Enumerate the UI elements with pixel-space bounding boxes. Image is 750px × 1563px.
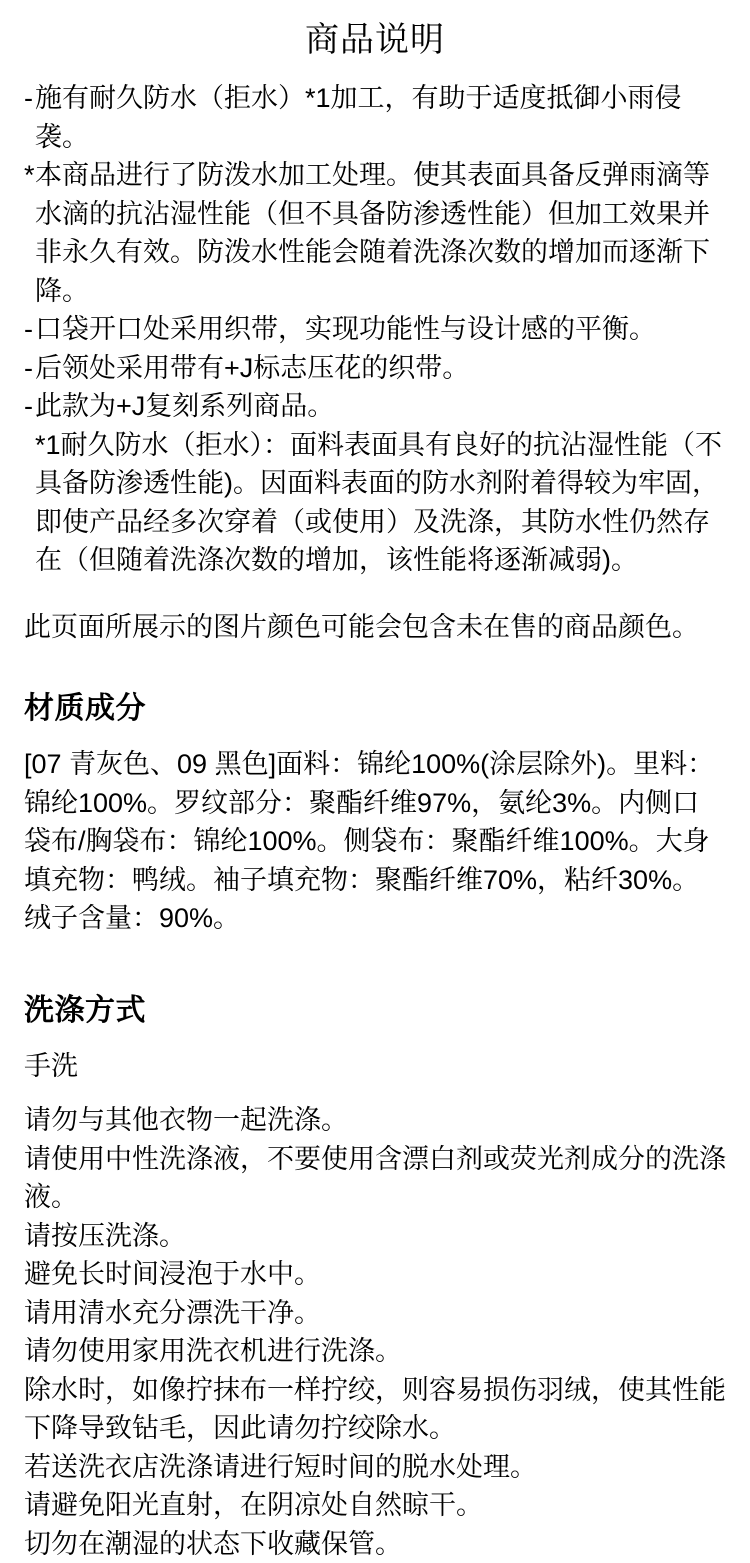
bullet-marker: - <box>24 310 33 349</box>
washing-instruction: 请使用中性洗涤液，不要使用含漂白剂或荧光剂成分的洗涤液。 <box>24 1140 726 1217</box>
washing-instruction: 请避免阳光直射，在阴凉处自然晾干。 <box>24 1486 726 1525</box>
bullet-marker: - <box>24 79 33 118</box>
description-item-text: 施有耐久防水（拒水）*1加工，有助于适度抵御小雨侵袭。 <box>35 83 682 152</box>
description-list <box>35 79 726 426</box>
description-item-text: 此款为+J复刻系列商品。 <box>35 391 334 421</box>
color-availability-note: 此页面所展示的图片颜色可能会包含未在售的商品颜色。 <box>24 608 726 647</box>
washing-instruction: 请勿使用家用洗衣机进行洗涤。 <box>24 1332 726 1371</box>
wash-method: 手洗 <box>24 1047 726 1086</box>
bullet-marker: * <box>24 156 35 195</box>
description-item-text: 本商品进行了防泼水加工处理。使其表面具备反弹雨滴等水滴的抗沾湿性能（但不具备防渗透性能）但加工效果并非永久有效。防泼水性能会随着洗涤次数的增加而逐渐下降。 <box>35 160 710 306</box>
description-section <box>24 79 726 580</box>
description-item <box>35 387 726 426</box>
washing-instructions-list <box>24 1101 726 1563</box>
washing-instruction: 除水时，如像拧抹布一样拧绞，则容易损伤羽绒，使其性能下降导致钻毛，因此请勿拧绞除水。 <box>24 1371 726 1448</box>
bullet-marker: - <box>24 387 33 426</box>
page-title: 商品说明 <box>24 18 726 62</box>
description-item <box>35 79 726 156</box>
waterproof-footnote: *1耐久防水（拒水）：面料表面具有良好的抗沾湿性能（不具备防渗透性能)。因面料表面的防水剂附着得较为牢固，即使产品经多次穿着（或使用）及洗涤，其防水性仍然存在（但随着洗涤次数的增加，该性能将逐渐减弱)。 <box>35 426 726 580</box>
materials-heading: 材质成分 <box>24 689 726 729</box>
materials-text: [07 青灰色、09 黑色]面料：锦纶100%(涂层除外)。里料：锦纶100%。罗纹部分：聚酯纤维97%，氨纶3%。内侧口袋布/胸袋布：锦纶100%。侧袋布：聚酯纤维100%。大身填充物：鸭绒。袖子填充物：聚酯纤维70%，粘纤30%。绒子含量：90%。 <box>24 745 726 938</box>
description-item <box>35 156 726 310</box>
description-item-text: 后领处采用带有+J标志压花的织带。 <box>35 353 469 383</box>
washing-instruction: 请勿与其他衣物一起洗涤。 <box>24 1101 726 1140</box>
description-item-text: 口袋开口处采用织带，实现功能性与设计感的平衡。 <box>35 314 656 344</box>
washing-instruction: 切勿在潮湿的状态下收藏保管。 <box>24 1525 726 1563</box>
washing-heading: 洗涤方式 <box>24 991 726 1031</box>
description-item <box>35 310 726 349</box>
product-description-page <box>0 18 750 1506</box>
washing-instruction: 请用清水充分漂洗干净。 <box>24 1294 726 1333</box>
washing-instruction: 若送洗衣店洗涤请进行短时间的脱水处理。 <box>24 1448 726 1487</box>
description-item <box>35 349 726 388</box>
washing-instruction: 避免长时间浸泡于水中。 <box>24 1255 726 1294</box>
washing-instruction: 请按压洗涤。 <box>24 1217 726 1256</box>
bullet-marker: - <box>24 349 33 388</box>
